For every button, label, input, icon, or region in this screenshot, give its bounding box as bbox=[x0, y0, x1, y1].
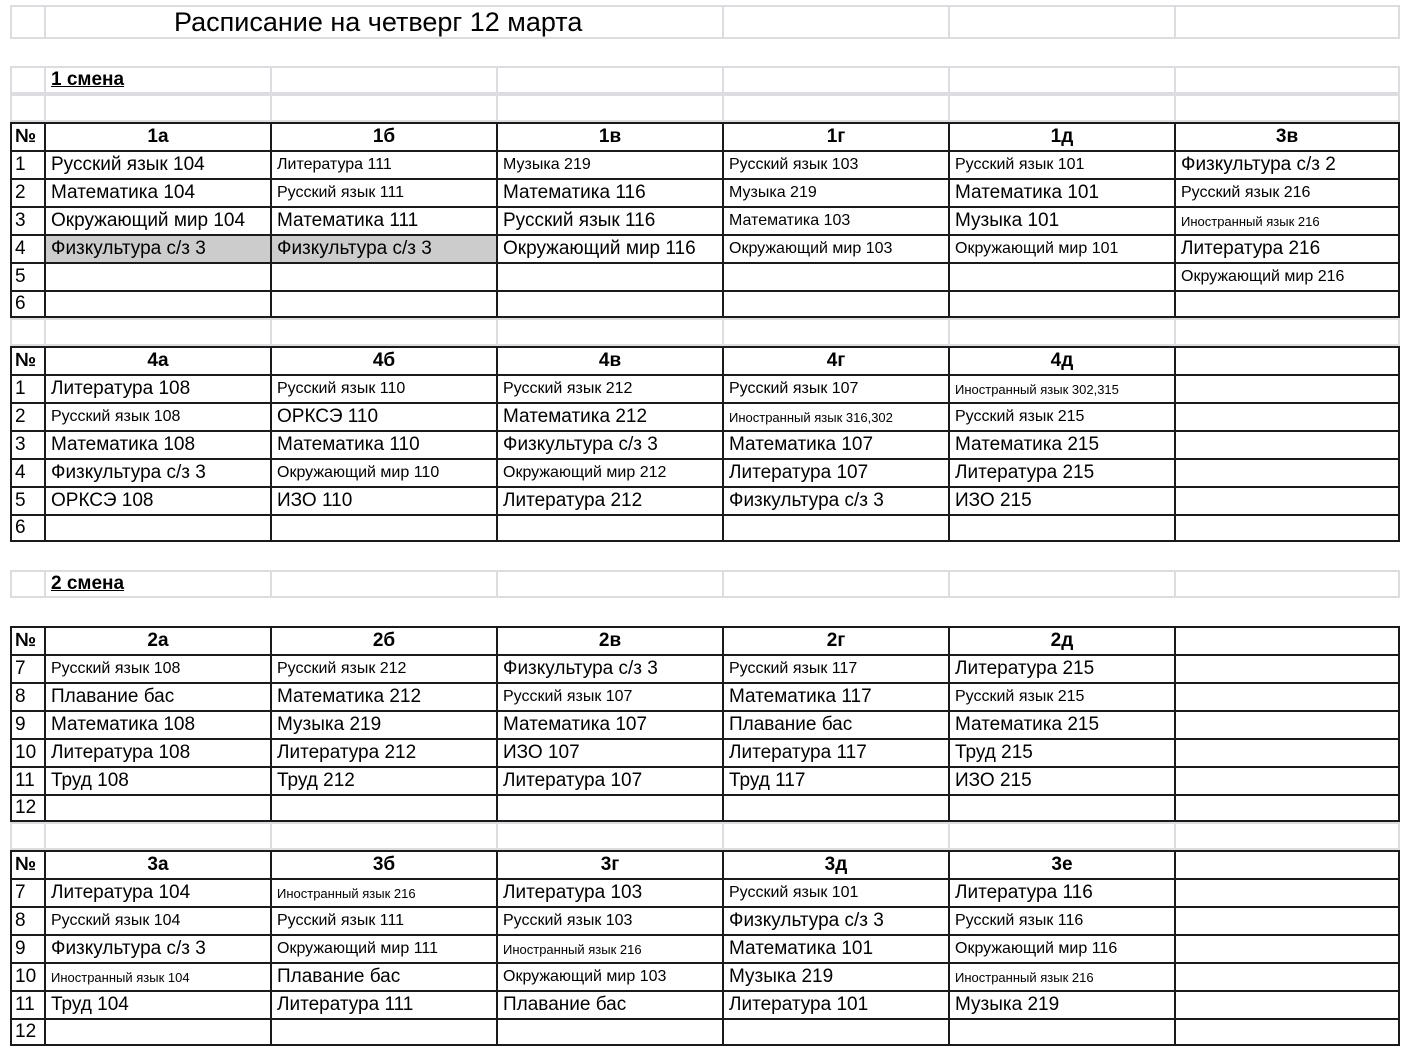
lesson-number[interactable]: 3 bbox=[10, 206, 44, 234]
table-row bbox=[10, 1018, 1400, 1046]
lesson-cell[interactable]: Математика 107 bbox=[722, 430, 948, 458]
shift1-label[interactable]: 1 смена bbox=[44, 66, 270, 94]
class-header[interactable]: 2в bbox=[496, 626, 722, 654]
lesson-cell[interactable]: Математика 103 bbox=[722, 206, 948, 234]
class-header[interactable] bbox=[1174, 346, 1400, 374]
lesson-cell[interactable]: Окружающий мир 101 bbox=[948, 234, 1174, 262]
lesson-cell[interactable]: Математика 108 bbox=[44, 710, 270, 738]
lesson-cell[interactable]: Русский язык 215 bbox=[948, 682, 1174, 710]
lesson-cell[interactable]: Русский язык 107 bbox=[722, 374, 948, 402]
cell[interactable] bbox=[722, 822, 948, 850]
lesson-cell[interactable]: Литература 111 bbox=[270, 990, 496, 1018]
table-row bbox=[10, 206, 1400, 234]
table-row bbox=[10, 682, 1400, 710]
lesson-cell[interactable]: Математика 111 bbox=[270, 206, 496, 234]
cell[interactable] bbox=[1174, 5, 1400, 39]
lesson-cell[interactable]: Физкультура с/з 3 bbox=[722, 906, 948, 934]
lesson-number[interactable]: 7 bbox=[10, 654, 44, 682]
cell[interactable] bbox=[10, 318, 44, 346]
class-header[interactable]: 2д bbox=[948, 626, 1174, 654]
cell[interactable] bbox=[10, 66, 44, 94]
lesson-cell[interactable] bbox=[722, 1018, 948, 1046]
cell[interactable] bbox=[270, 66, 496, 94]
lesson-cell[interactable]: Музыка 219 bbox=[722, 962, 948, 990]
lesson-cell[interactable]: Русский язык 104 bbox=[44, 906, 270, 934]
lesson-cell[interactable] bbox=[722, 794, 948, 822]
table-row bbox=[10, 430, 1400, 458]
lesson-cell[interactable]: Литература 215 bbox=[948, 458, 1174, 486]
class-header[interactable]: 1г bbox=[722, 122, 948, 150]
lesson-cell[interactable]: Литература 107 bbox=[496, 766, 722, 794]
cell[interactable] bbox=[270, 822, 496, 850]
lesson-cell[interactable]: Русский язык 104 bbox=[44, 150, 270, 178]
lesson-cell[interactable] bbox=[270, 794, 496, 822]
cell[interactable] bbox=[1174, 66, 1400, 94]
lesson-number[interactable]: 4 bbox=[10, 458, 44, 486]
lesson-cell[interactable]: Труд 117 bbox=[722, 766, 948, 794]
lesson-number[interactable]: 11 bbox=[10, 766, 44, 794]
cell[interactable] bbox=[44, 318, 270, 346]
lesson-cell[interactable]: Плавание бас bbox=[496, 990, 722, 1018]
lesson-cell[interactable]: Труд 212 bbox=[270, 766, 496, 794]
lesson-cell[interactable]: Окружающий мир 104 bbox=[44, 206, 270, 234]
lesson-number[interactable]: 6 bbox=[10, 290, 44, 318]
lesson-cell[interactable] bbox=[44, 290, 270, 318]
cell[interactable] bbox=[270, 94, 496, 122]
lesson-number[interactable]: 9 bbox=[10, 710, 44, 738]
lesson-cell[interactable]: ОРКСЭ 108 bbox=[44, 486, 270, 514]
lesson-cell[interactable]: Русский язык 103 bbox=[722, 150, 948, 178]
class-header[interactable]: 3в bbox=[1174, 122, 1400, 150]
table-row bbox=[10, 402, 1400, 430]
lesson-cell[interactable]: Физкультура с/з 3 bbox=[44, 458, 270, 486]
lesson-cell[interactable] bbox=[496, 1018, 722, 1046]
lesson-cell[interactable]: Иностранный язык 216 bbox=[948, 962, 1174, 990]
lesson-cell[interactable]: Математика 110 bbox=[270, 430, 496, 458]
lesson-number[interactable]: 6 bbox=[10, 514, 44, 542]
lesson-cell[interactable] bbox=[722, 514, 948, 542]
table-row bbox=[10, 234, 1400, 262]
cell[interactable] bbox=[270, 318, 496, 346]
cell[interactable] bbox=[1174, 822, 1400, 850]
lesson-cell[interactable]: Математика 212 bbox=[496, 402, 722, 430]
lesson-cell[interactable]: Математика 215 bbox=[948, 430, 1174, 458]
table-row bbox=[10, 514, 1400, 542]
cell[interactable] bbox=[10, 822, 44, 850]
class-header[interactable]: 4д bbox=[948, 346, 1174, 374]
num-header[interactable]: № bbox=[10, 346, 44, 374]
table-row bbox=[10, 150, 1400, 178]
lesson-cell[interactable]: Русский язык 108 bbox=[44, 654, 270, 682]
lesson-number[interactable]: 3 bbox=[10, 430, 44, 458]
class-header[interactable]: 1б bbox=[270, 122, 496, 150]
lesson-cell[interactable]: Физкультура с/з 3 bbox=[270, 234, 496, 262]
lesson-cell[interactable]: Физкультура с/з 3 bbox=[722, 486, 948, 514]
lesson-cell[interactable] bbox=[1174, 290, 1400, 318]
lesson-cell[interactable]: ИЗО 215 bbox=[948, 486, 1174, 514]
class-header[interactable]: 3е bbox=[948, 850, 1174, 878]
lesson-cell[interactable] bbox=[1174, 514, 1400, 542]
lesson-cell[interactable] bbox=[1174, 710, 1400, 738]
cell[interactable] bbox=[10, 570, 44, 598]
lesson-cell[interactable] bbox=[44, 262, 270, 290]
class-header[interactable]: 3д bbox=[722, 850, 948, 878]
lesson-number[interactable]: 8 bbox=[10, 682, 44, 710]
table-row bbox=[10, 906, 1400, 934]
lesson-cell[interactable]: Иностранный язык 104 bbox=[44, 962, 270, 990]
num-header[interactable]: № bbox=[10, 626, 44, 654]
lesson-cell[interactable]: Русский язык 107 bbox=[496, 682, 722, 710]
lesson-cell[interactable]: Литература 212 bbox=[270, 738, 496, 766]
lesson-cell[interactable]: Окружающий мир 116 bbox=[496, 234, 722, 262]
lesson-cell[interactable] bbox=[722, 262, 948, 290]
lesson-cell[interactable] bbox=[270, 262, 496, 290]
lesson-cell[interactable] bbox=[496, 514, 722, 542]
cell[interactable] bbox=[948, 5, 1174, 39]
lesson-number[interactable]: 9 bbox=[10, 934, 44, 962]
lesson-cell[interactable]: Русский язык 110 bbox=[270, 374, 496, 402]
lesson-cell[interactable]: Математика 101 bbox=[948, 178, 1174, 206]
lesson-cell[interactable]: Математика 116 bbox=[496, 178, 722, 206]
blank-row bbox=[10, 318, 1400, 346]
lesson-cell[interactable] bbox=[948, 1018, 1174, 1046]
cell[interactable] bbox=[44, 822, 270, 850]
lesson-cell[interactable]: Русский язык 111 bbox=[270, 178, 496, 206]
lesson-cell[interactable] bbox=[1174, 458, 1400, 486]
lesson-cell[interactable]: Русский язык 101 bbox=[722, 878, 948, 906]
table-header-row bbox=[10, 850, 1400, 878]
lesson-cell[interactable]: Литература 108 bbox=[44, 374, 270, 402]
lesson-cell[interactable]: Труд 104 bbox=[44, 990, 270, 1018]
lesson-cell[interactable]: Окружающий мир 110 bbox=[270, 458, 496, 486]
cell[interactable] bbox=[1174, 570, 1400, 598]
lesson-cell[interactable] bbox=[1174, 990, 1400, 1018]
lesson-cell[interactable]: Математика 104 bbox=[44, 178, 270, 206]
cell[interactable] bbox=[10, 5, 44, 39]
lesson-cell[interactable] bbox=[44, 514, 270, 542]
table-row bbox=[10, 990, 1400, 1018]
lesson-cell[interactable] bbox=[948, 794, 1174, 822]
num-header[interactable]: № bbox=[10, 850, 44, 878]
cell[interactable] bbox=[496, 822, 722, 850]
lesson-cell[interactable]: ОРКСЭ 110 bbox=[270, 402, 496, 430]
class-header[interactable]: 2б bbox=[270, 626, 496, 654]
cell[interactable] bbox=[496, 94, 722, 122]
table-row bbox=[10, 458, 1400, 486]
cell[interactable] bbox=[1174, 318, 1400, 346]
lesson-cell[interactable]: ИЗО 107 bbox=[496, 738, 722, 766]
lesson-cell[interactable] bbox=[948, 262, 1174, 290]
lesson-cell[interactable]: Математика 215 bbox=[948, 710, 1174, 738]
lesson-cell[interactable]: Физкультура с/з 3 bbox=[496, 654, 722, 682]
class-header[interactable] bbox=[1174, 850, 1400, 878]
lesson-number[interactable]: 11 bbox=[10, 990, 44, 1018]
cell[interactable] bbox=[44, 94, 270, 122]
lesson-cell[interactable]: Литература 116 bbox=[948, 878, 1174, 906]
class-header[interactable]: 3б bbox=[270, 850, 496, 878]
lesson-cell[interactable]: Литература 101 bbox=[722, 990, 948, 1018]
cell[interactable] bbox=[496, 66, 722, 94]
lesson-number[interactable]: 5 bbox=[10, 262, 44, 290]
lesson-cell[interactable]: Математика 107 bbox=[496, 710, 722, 738]
lesson-cell[interactable] bbox=[1174, 1018, 1400, 1046]
lesson-cell[interactable]: Русский язык 215 bbox=[948, 402, 1174, 430]
lesson-number[interactable]: 12 bbox=[10, 1018, 44, 1046]
lesson-cell[interactable]: Литература 216 bbox=[1174, 234, 1400, 262]
cell[interactable] bbox=[1174, 94, 1400, 122]
table-row bbox=[10, 710, 1400, 738]
lesson-cell[interactable]: Окружающий мир 103 bbox=[722, 234, 948, 262]
lesson-cell[interactable] bbox=[270, 1018, 496, 1046]
lesson-cell[interactable]: Математика 117 bbox=[722, 682, 948, 710]
lesson-cell[interactable]: Окружающий мир 103 bbox=[496, 962, 722, 990]
lesson-number[interactable]: 1 bbox=[10, 150, 44, 178]
lesson-number[interactable]: 4 bbox=[10, 234, 44, 262]
lesson-cell[interactable]: Труд 215 bbox=[948, 738, 1174, 766]
lesson-cell[interactable] bbox=[1174, 766, 1400, 794]
lesson-cell[interactable] bbox=[270, 290, 496, 318]
lesson-cell[interactable]: Физкультура с/з 3 bbox=[44, 934, 270, 962]
cell[interactable] bbox=[722, 5, 948, 39]
lesson-cell[interactable] bbox=[1174, 682, 1400, 710]
lesson-cell[interactable] bbox=[496, 290, 722, 318]
lesson-number[interactable]: 12 bbox=[10, 794, 44, 822]
lesson-cell[interactable] bbox=[948, 290, 1174, 318]
lesson-cell[interactable]: Русский язык 103 bbox=[496, 906, 722, 934]
lesson-cell[interactable]: Русский язык 101 bbox=[948, 150, 1174, 178]
class-header[interactable]: 4в bbox=[496, 346, 722, 374]
lesson-number[interactable]: 2 bbox=[10, 402, 44, 430]
class-header[interactable]: 3г bbox=[496, 850, 722, 878]
title-row bbox=[10, 5, 1400, 39]
lesson-cell[interactable] bbox=[1174, 794, 1400, 822]
class-header[interactable]: 4б bbox=[270, 346, 496, 374]
lesson-cell[interactable]: Физкультура с/з 3 bbox=[496, 430, 722, 458]
class-header[interactable]: 1д bbox=[948, 122, 1174, 150]
lesson-number[interactable]: 7 bbox=[10, 878, 44, 906]
table-row bbox=[10, 962, 1400, 990]
lesson-cell[interactable]: Литература 215 bbox=[948, 654, 1174, 682]
lesson-cell[interactable]: Окружающий мир 116 bbox=[948, 934, 1174, 962]
lesson-cell[interactable]: Иностранный язык 216 bbox=[1174, 206, 1400, 234]
lesson-cell[interactable]: Литература 117 bbox=[722, 738, 948, 766]
lesson-cell[interactable] bbox=[1174, 374, 1400, 402]
lesson-cell[interactable] bbox=[1174, 738, 1400, 766]
lesson-cell[interactable] bbox=[1174, 654, 1400, 682]
table-row bbox=[10, 178, 1400, 206]
table-header-row bbox=[10, 122, 1400, 150]
lesson-cell[interactable] bbox=[948, 514, 1174, 542]
lesson-cell[interactable]: Литература 108 bbox=[44, 738, 270, 766]
table-row bbox=[10, 654, 1400, 682]
lesson-cell[interactable]: Русский язык 212 bbox=[270, 654, 496, 682]
lesson-cell[interactable]: Иностранный язык 216 bbox=[496, 934, 722, 962]
class-header[interactable]: 1в bbox=[496, 122, 722, 150]
lesson-cell[interactable]: Литература 212 bbox=[496, 486, 722, 514]
lesson-cell[interactable]: Плавание бас bbox=[270, 962, 496, 990]
lesson-cell[interactable]: Математика 212 bbox=[270, 682, 496, 710]
table-row bbox=[10, 290, 1400, 318]
cell[interactable] bbox=[722, 94, 948, 122]
lesson-cell[interactable]: Иностранный язык 302,315 bbox=[948, 374, 1174, 402]
lesson-cell[interactable] bbox=[722, 290, 948, 318]
cell[interactable] bbox=[722, 570, 948, 598]
cell[interactable] bbox=[948, 66, 1174, 94]
lesson-cell[interactable]: Плавание бас bbox=[44, 682, 270, 710]
table-row bbox=[10, 794, 1400, 822]
lesson-cell[interactable]: ИЗО 110 bbox=[270, 486, 496, 514]
lesson-cell[interactable] bbox=[270, 514, 496, 542]
blank-row bbox=[10, 822, 1400, 850]
cell[interactable] bbox=[948, 570, 1174, 598]
class-header[interactable]: 2г bbox=[722, 626, 948, 654]
lesson-cell[interactable] bbox=[1174, 402, 1400, 430]
cell[interactable] bbox=[948, 822, 1174, 850]
lesson-cell[interactable]: Плавание бас bbox=[722, 710, 948, 738]
cell[interactable] bbox=[948, 94, 1174, 122]
lesson-number[interactable]: 8 bbox=[10, 906, 44, 934]
lesson-cell[interactable]: Музыка 219 bbox=[496, 150, 722, 178]
shift1-row bbox=[10, 66, 1400, 94]
table-header-row bbox=[10, 626, 1400, 654]
lesson-cell[interactable]: Физкультура с/з 2 bbox=[1174, 150, 1400, 178]
lesson-cell[interactable]: Окружающий мир 111 bbox=[270, 934, 496, 962]
cell[interactable] bbox=[270, 570, 496, 598]
cell[interactable] bbox=[496, 318, 722, 346]
lesson-cell[interactable] bbox=[1174, 486, 1400, 514]
table-row bbox=[10, 934, 1400, 962]
lesson-cell[interactable]: Музыка 101 bbox=[948, 206, 1174, 234]
lesson-cell[interactable] bbox=[496, 794, 722, 822]
lesson-cell[interactable] bbox=[496, 262, 722, 290]
lesson-cell[interactable]: Русский язык 116 bbox=[496, 206, 722, 234]
lesson-cell[interactable] bbox=[1174, 934, 1400, 962]
table-row bbox=[10, 878, 1400, 906]
table-row bbox=[10, 262, 1400, 290]
lesson-cell[interactable]: Иностранный язык 216 bbox=[270, 878, 496, 906]
lesson-cell[interactable]: Русский язык 111 bbox=[270, 906, 496, 934]
lesson-number[interactable]: 10 bbox=[10, 962, 44, 990]
shift2-label[interactable]: 2 смена bbox=[44, 570, 270, 598]
lesson-cell[interactable]: ИЗО 215 bbox=[948, 766, 1174, 794]
lesson-cell[interactable]: Музыка 219 bbox=[722, 178, 948, 206]
lesson-cell[interactable]: Русский язык 216 bbox=[1174, 178, 1400, 206]
lesson-cell[interactable]: Труд 108 bbox=[44, 766, 270, 794]
lesson-cell[interactable]: Окружающий мир 216 bbox=[1174, 262, 1400, 290]
lesson-cell[interactable]: Физкультура с/з 3 bbox=[44, 234, 270, 262]
lesson-cell[interactable] bbox=[44, 794, 270, 822]
lesson-cell[interactable]: Русский язык 117 bbox=[722, 654, 948, 682]
lesson-cell[interactable]: Русский язык 212 bbox=[496, 374, 722, 402]
cell[interactable] bbox=[722, 318, 948, 346]
lesson-cell[interactable]: Литература 103 bbox=[496, 878, 722, 906]
lesson-number[interactable]: 10 bbox=[10, 738, 44, 766]
lesson-number[interactable]: 5 bbox=[10, 486, 44, 514]
num-header[interactable]: № bbox=[10, 122, 44, 150]
class-header[interactable]: 1а bbox=[44, 122, 270, 150]
cell[interactable] bbox=[722, 66, 948, 94]
lesson-cell[interactable]: Музыка 219 bbox=[948, 990, 1174, 1018]
blank-row bbox=[10, 94, 1400, 122]
class-header[interactable]: 2а bbox=[44, 626, 270, 654]
lesson-cell[interactable]: Иностранный язык 316,302 bbox=[722, 402, 948, 430]
class-header[interactable] bbox=[1174, 626, 1400, 654]
class-header[interactable]: 4г bbox=[722, 346, 948, 374]
cell[interactable] bbox=[10, 94, 44, 122]
lesson-cell[interactable]: Окружающий мир 212 bbox=[496, 458, 722, 486]
cell[interactable] bbox=[496, 570, 722, 598]
table-row bbox=[10, 374, 1400, 402]
lesson-cell[interactable] bbox=[1174, 906, 1400, 934]
table-header-row bbox=[10, 346, 1400, 374]
class-header[interactable]: 3а bbox=[44, 850, 270, 878]
lesson-cell[interactable]: Музыка 219 bbox=[270, 710, 496, 738]
table-row bbox=[10, 766, 1400, 794]
lesson-cell[interactable] bbox=[1174, 430, 1400, 458]
lesson-cell[interactable]: Математика 108 bbox=[44, 430, 270, 458]
lesson-cell[interactable] bbox=[1174, 878, 1400, 906]
table-row bbox=[10, 738, 1400, 766]
lesson-cell[interactable]: Русский язык 108 bbox=[44, 402, 270, 430]
lesson-cell[interactable]: Литература 111 bbox=[270, 150, 496, 178]
shift2-row bbox=[10, 570, 1400, 598]
table-row bbox=[10, 486, 1400, 514]
page-title[interactable]: Расписание на четверг 12 марта bbox=[44, 5, 722, 39]
lesson-cell[interactable] bbox=[1174, 962, 1400, 990]
lesson-number[interactable]: 1 bbox=[10, 374, 44, 402]
lesson-cell[interactable]: Русский язык 116 bbox=[948, 906, 1174, 934]
lesson-cell[interactable]: Математика 101 bbox=[722, 934, 948, 962]
lesson-cell[interactable] bbox=[44, 1018, 270, 1046]
lesson-cell[interactable]: Литература 107 bbox=[722, 458, 948, 486]
cell[interactable] bbox=[948, 318, 1174, 346]
class-header[interactable]: 4а bbox=[44, 346, 270, 374]
lesson-number[interactable]: 2 bbox=[10, 178, 44, 206]
lesson-cell[interactable]: Литература 104 bbox=[44, 878, 270, 906]
